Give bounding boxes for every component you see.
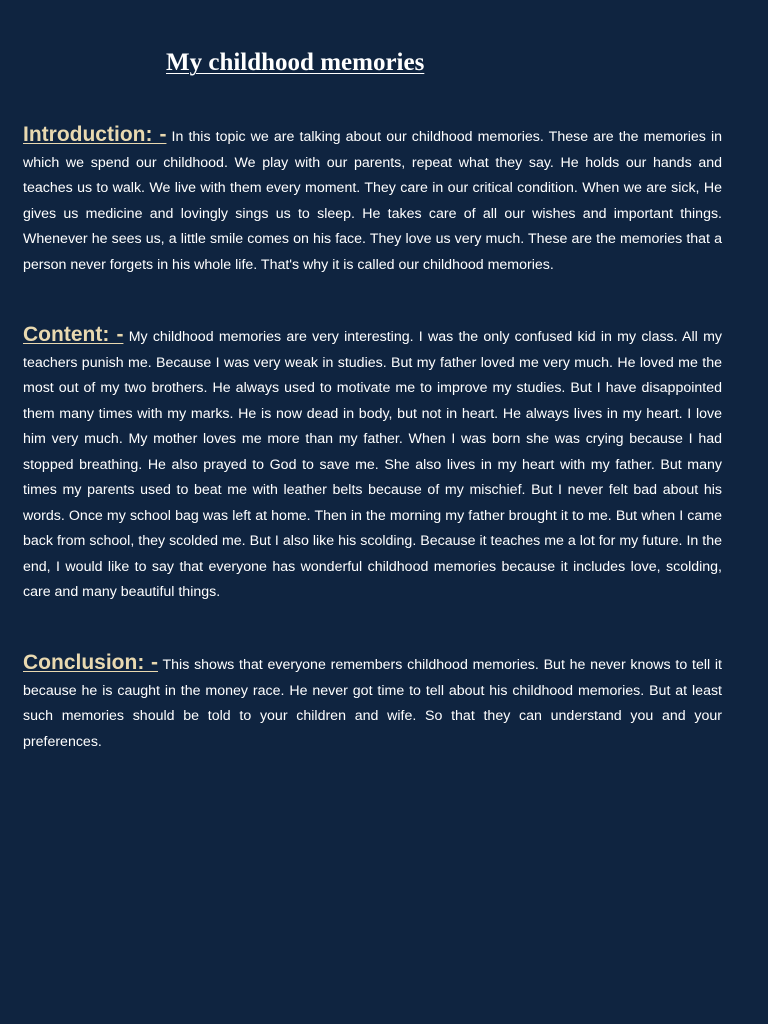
content-paragraph — [23, 322, 722, 606]
introduction-paragraph — [23, 122, 722, 278]
content-heading: Content: - — [23, 323, 124, 346]
conclusion-text: This shows that everyone remembers childhood memories. But he never knows to tell it because he is caught in the money race. He never got time to tell about his childhood memories. But at least such memories should be told to your children and wife. So that they can understand you and your preferences. — [23, 657, 723, 750]
conclusion-paragraph — [23, 650, 722, 755]
introduction-text: In this topic we are talking about our childhood memories. These are the memories in which we spend our childhood. We play with our parents, repeat what they say. He holds our hands and teaches us to walk. We live with them every moment. They care in our critical condition. When we are sick, He gives us medicine and lovingly sings us to sleep. He takes care of all our wishes and important things. Whenever he sees us, a little smile comes on his face. They love us very much. These are the memories that a person never forgets in his whole life. That's why it is called our childhood memories. — [23, 129, 722, 273]
document-title: My childhood memories — [166, 49, 425, 76]
introduction-heading: Introduction: - — [23, 123, 167, 146]
conclusion-heading: Conclusion: - — [23, 651, 158, 674]
content-text: My childhood memories are very interesting. I was the only confused kid in my class. All my teachers punish me. Because I was very weak in studies. But my father loved me very much. He loved me the most out of my two brothers. He always used to motivate me to improve my studies. But I have disappointed them many times with my marks. He is now dead in body, but not in heart. He always lives in my heart. I love him very much. My mother loves me more than my father. When I was born she was crying because I had stopped breathing. He also prayed to God to save me. She also lives in my heart with my father. But many times my parents used to beat me with leather belts because of my mischief. But I never felt bad about his words. Once my school bag was left at home. Then in the morning my father brought it to me. But when I came back from school, they scolded me. But I also like his scolding. Because it teaches me a lot for my future. In the end, I would like to say that everyone has wonderful childhood memories because it includes love, scolding, care and many beautiful things. — [23, 329, 722, 600]
